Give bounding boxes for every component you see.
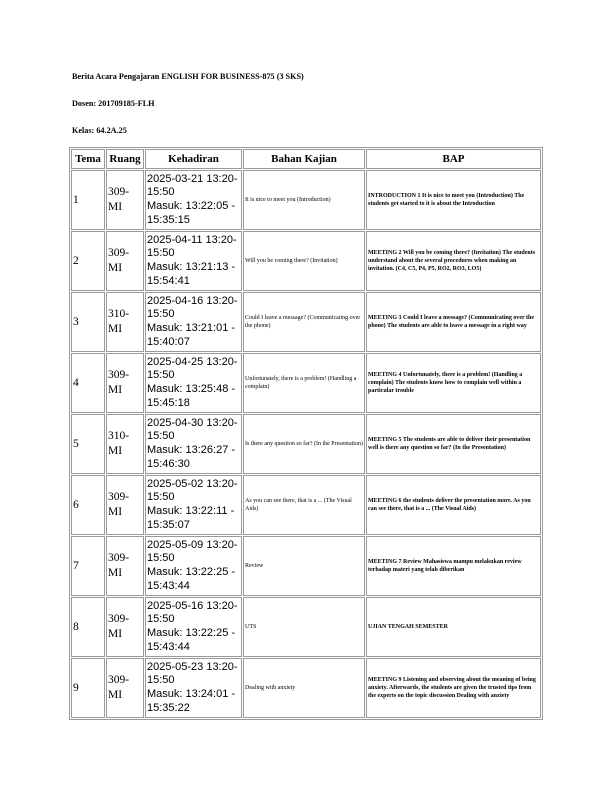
tema-cell: 3: [71, 292, 105, 352]
masuk-text: Masuk: 13:22:11 - 15:35:07: [147, 505, 235, 531]
kehadiran-cell: [145, 658, 242, 718]
kehadiran-cell: [145, 292, 242, 352]
tema-cell: 8: [71, 597, 105, 657]
ruang-cell: 309-MI: [106, 170, 144, 230]
col-header-bap: BAP: [366, 149, 541, 169]
table-row: [71, 170, 541, 230]
bap-cell: MEETING 5 The students are able to deliver their presentation well is there any question so far? (In the Presentation): [366, 414, 541, 474]
table-row: [71, 475, 541, 535]
bap-cell: MEETING 2 Will you be coming there? (Invitation) The students understand about the several procedures when making an invitation. (C4, C5, P4, P5, RO2, RO3, LO5): [366, 231, 541, 291]
jadwal-text: 2025-05-09 13:20-15:50: [147, 538, 238, 565]
bap-cell: UJIAN TENGAH SEMESTER: [366, 597, 541, 657]
jadwal-text: 2025-04-16 13:20-15:50: [147, 294, 238, 321]
jadwal-text: 2025-05-16 13:20-15:50: [147, 599, 238, 626]
masuk-text: Masuk: 13:26:27 - 15:46:30: [147, 444, 236, 470]
bahan-kajian-cell: Will you be coming there? (Invitation): [243, 231, 365, 291]
lecturer-label: Dosen: 201709185-FLH: [72, 99, 155, 108]
tema-cell: 2: [71, 231, 105, 291]
bahan-kajian-cell: Unfortunately, there is a problem! (Handling a complain): [243, 353, 365, 413]
table-row: [71, 292, 541, 352]
ruang-cell: 309-MI: [106, 658, 144, 718]
ruang-cell: 310-MI: [106, 292, 144, 352]
attendance-table: [69, 147, 543, 720]
bap-cell: MEETING 4 Unfortunately, there is a problem! (Handling a complain) The students know how to complain well within a particular trouble: [366, 353, 541, 413]
class-label: Kelas: 64.2A.25: [72, 126, 127, 135]
kehadiran-cell: [145, 414, 242, 474]
table-row: [71, 536, 541, 596]
table-header-row: [71, 149, 541, 169]
kehadiran-cell: [145, 353, 242, 413]
tema-cell: 7: [71, 536, 105, 596]
tema-cell: 6: [71, 475, 105, 535]
bahan-kajian-cell: UTS: [243, 597, 365, 657]
kehadiran-cell: [145, 475, 242, 535]
ruang-cell: 309-MI: [106, 597, 144, 657]
bahan-kajian-cell: It is nice to meet you (Introduction): [243, 170, 365, 230]
jadwal-text: 2025-05-02 13:20-15:50: [147, 477, 238, 504]
bahan-kajian-cell: Is there any question so far? (In the Presentation): [243, 414, 365, 474]
jadwal-text: 2025-04-30 13:20-15:50: [147, 416, 238, 443]
jadwal-text: 2025-03-21 13:20-15:50: [147, 172, 238, 199]
jadwal-text: 2025-05-23 13:20-15:50: [147, 660, 238, 687]
masuk-text: Masuk: 13:22:25 - 15:43:44: [147, 566, 236, 592]
table-row: [71, 414, 541, 474]
bap-cell: INTRODUCTION 1 It is nice to meet you (Introduction) The students get started to it is about the Introduction: [366, 170, 541, 230]
bap-cell: MEETING 9 Listening and observing about the meaning of being anxiety. Afterwards, the students are given the trusted tips from the experts on the topic discussion Dealing with anxiety: [366, 658, 541, 718]
table-row: [71, 231, 541, 291]
masuk-text: Masuk: 13:21:01 - 15:40:07: [147, 322, 236, 348]
table-row: [71, 597, 541, 657]
masuk-text: Masuk: 13:22:25 - 15:43:44: [147, 627, 236, 653]
kehadiran-cell: [145, 170, 242, 230]
bahan-kajian-cell: Review: [243, 536, 365, 596]
table-row: [71, 658, 541, 718]
tema-cell: 4: [71, 353, 105, 413]
masuk-text: Masuk: 13:21:13 - 15:54:41: [147, 261, 236, 287]
masuk-text: Masuk: 13:24:01 - 15:35:22: [147, 688, 236, 714]
ruang-cell: 310-MI: [106, 414, 144, 474]
kehadiran-cell: [145, 597, 242, 657]
bahan-kajian-cell: As you can see there, that is a ... (The Visual Aids): [243, 475, 365, 535]
bahan-kajian-cell: Dealing with anxiety: [243, 658, 365, 718]
bap-cell: MEETING 6 the students deliver the presentation more. As you can see there, that is a ... (The Visual Aids): [366, 475, 541, 535]
col-header-kehadiran: Kehadiran: [145, 149, 242, 169]
bap-cell: MEETING 7 Review Mahasiswa mampu melakukan review terhadap materi yang telah diberikan: [366, 536, 541, 596]
ruang-cell: 309-MI: [106, 231, 144, 291]
bahan-kajian-cell: Could I leave a message? (Communicating over the phone): [243, 292, 365, 352]
tema-cell: 5: [71, 414, 105, 474]
kehadiran-cell: [145, 231, 242, 291]
ruang-cell: 309-MI: [106, 353, 144, 413]
col-header-bahan-kajian: Bahan Kajian: [243, 149, 365, 169]
tema-cell: 1: [71, 170, 105, 230]
table-row: [71, 353, 541, 413]
col-header-ruang: Ruang: [106, 149, 144, 169]
tema-cell: 9: [71, 658, 105, 718]
ruang-cell: 309-MI: [106, 536, 144, 596]
masuk-text: Masuk: 13:22:05 - 15:35:15: [147, 200, 236, 226]
ruang-cell: 309-MI: [106, 475, 144, 535]
bap-cell: MEETING 3 Could I leave a message? (Communicating over the phone) The students are able to leave a message in a right way: [366, 292, 541, 352]
masuk-text: Masuk: 13:25:48 - 15:45:18: [147, 383, 236, 409]
course-title: Berita Acara Pengajaran ENGLISH FOR BUSINESS-875 (3 SKS): [72, 72, 304, 81]
col-header-tema: Tema: [71, 149, 105, 169]
jadwal-text: 2025-04-11 13:20-15:50: [147, 233, 237, 260]
jadwal-text: 2025-04-25 13:20-15:50: [147, 355, 238, 382]
kehadiran-cell: [145, 536, 242, 596]
